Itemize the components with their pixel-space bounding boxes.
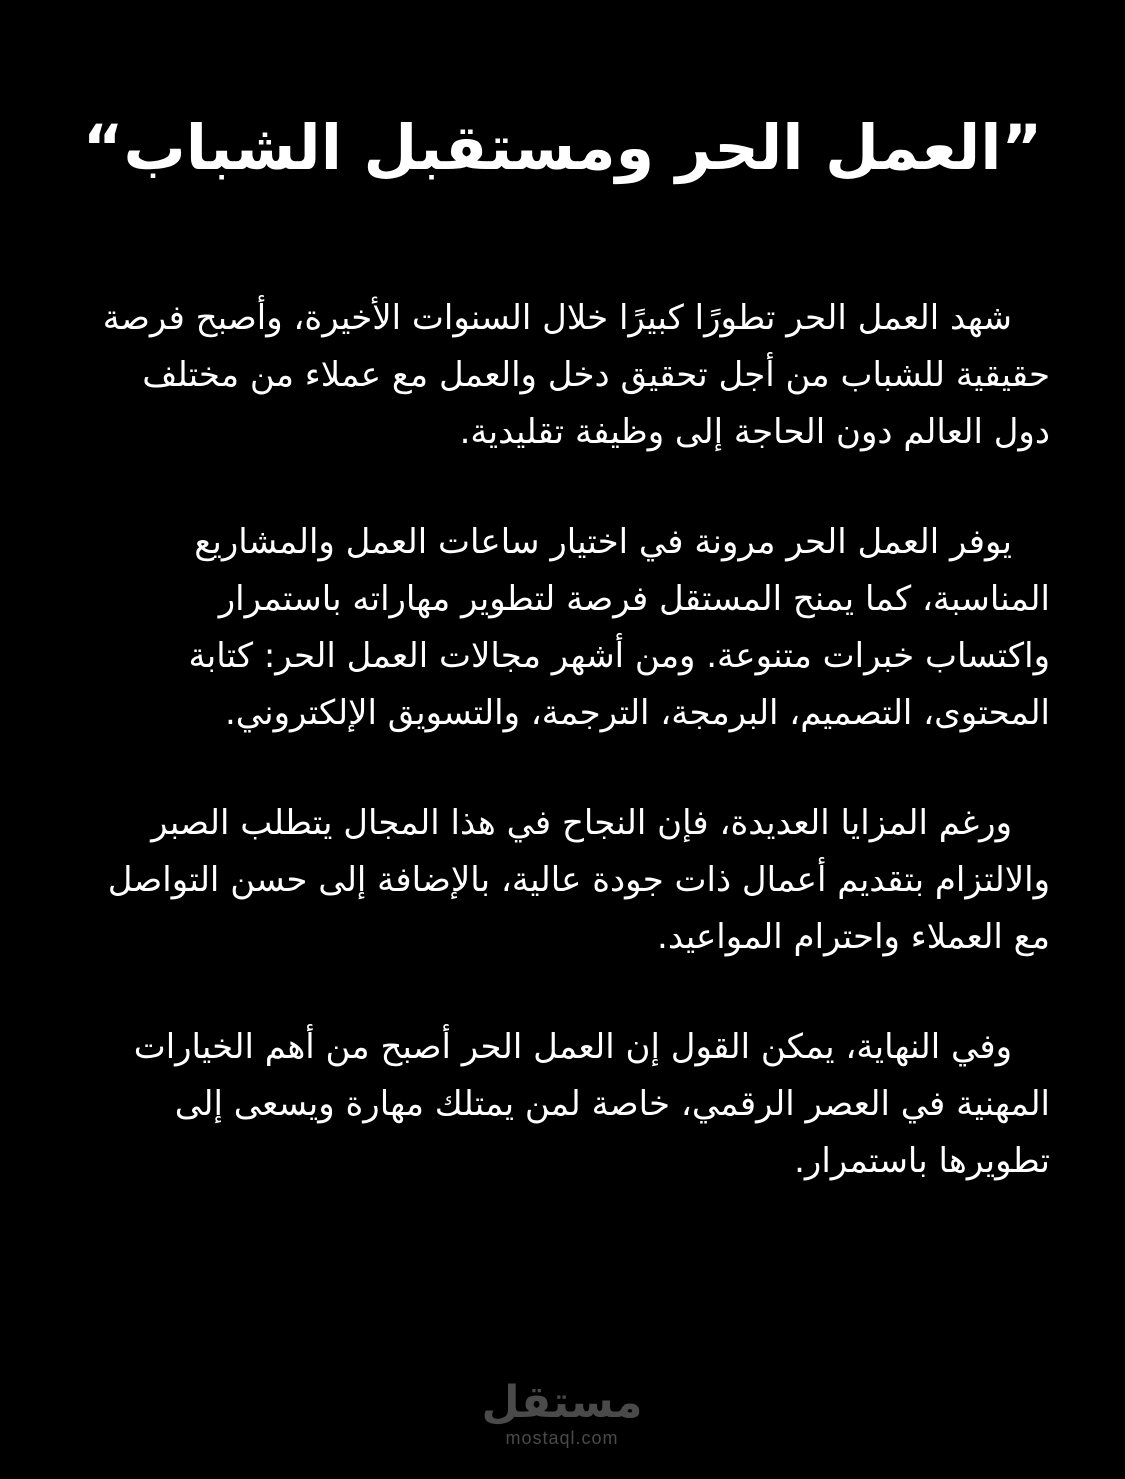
watermark-domain: mostaql.com <box>505 1428 619 1448</box>
article-body <box>90 290 1050 1243</box>
paragraph-1: شهد العمل الحر تطورًا كبيرًا خلال السنوات الأخيرة، وأصبح فرصة حقيقية للشباب من أجل تحقيق دخل والعمل مع عملاء من مختلف دول العالم دون الحاجة إلى وظيفة تقليدية. <box>102 298 1050 452</box>
watermark-brand: مستقل <box>481 1377 643 1428</box>
paragraph-2: يوفر العمل الحر مرونة في اختيار ساعات العمل والمشاريع المناسبة، كما يمنح المستقل فرصة لتطوير مهاراته باستمرار واكتساب خبرات متنوعة. ومن أشهر مجالات العمل الحر: كتابة المحتوى، التصميم، البرمجة، الترجمة، والتسويق الإلكتروني. <box>188 522 1050 733</box>
paragraph-3: ورغم المزايا العديدة، فإن النجاح في هذا المجال يتطلب الصبر والالتزام بتقديم أعمال ذات جودة عالية، بالإضافة إلى حسن التواصل مع العملاء واحترام المواعيد. <box>107 803 1050 957</box>
paragraph-4: وفي النهاية، يمكن القول إن العمل الحر أصبح من أهم الخيارات المهنية في العصر الرقمي، خاصة لمن يمتلك مهارة ويسعى إلى تطويرها باستمرار. <box>133 1027 1050 1181</box>
mostaql-watermark-logo <box>462 1378 662 1448</box>
article-title: ”العمل الحر ومستقبل الشباب“ <box>82 111 1043 184</box>
